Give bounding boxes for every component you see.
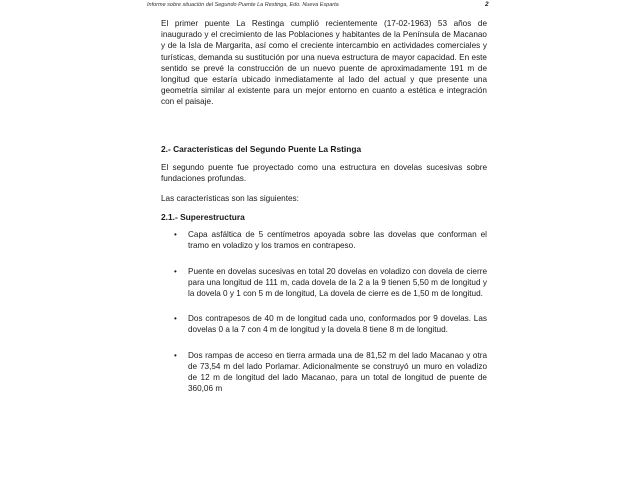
section-2-paragraph-1: El segundo puente fue proyectado como una estructura en dovelas sucesivas sobre fundaciones profundas. xyxy=(161,162,487,183)
list-item-text: Dos contrapesos de 40 m de longitud cada uno, conformados por 9 dovelas. Las dovelas 0 a la 7 con 4 m de longitud y la dovela 8 tiene 8 m de longitud. xyxy=(188,314,487,335)
list-item xyxy=(161,266,487,300)
list-item xyxy=(161,350,487,395)
list-item xyxy=(161,229,487,251)
list-item-text: Capa asfáltica de 5 centímetros apoyada sobre las dovelas que conforman el tramo en voladizo y los tramos en contrapeso. xyxy=(188,230,487,251)
page-number: 2 xyxy=(485,1,489,8)
intro-paragraph: El primer puente La Restinga cumplió recientemente (17-02-1963) 53 años de inaugurado y el crecimiento de las Poblaciones y habitantes de la Península de Macanao y de la Isla de Margarita, así como el creciente intercambio en actividades comerciales y turísticas, demanda su sustitución por una nueva estructura de mayor capacidad. En este sentido se prevé la construcción de un nuevo puente de aproximadamente 191 m de longitud que estaría ubicado inmediatamente al lado del actual y que presente una geometría similar al existente para un mejor entorno en cuanto a estética e integración con el paisaje. xyxy=(161,19,487,107)
bullet-icon: • xyxy=(174,314,177,324)
section-2-1-heading: 2.1.- Superestructura xyxy=(161,212,245,223)
superstructure-list xyxy=(161,229,487,394)
section-2-paragraph-2: Las características son las siguientes: xyxy=(161,194,299,204)
running-header: Informe sobre situación del Segundo Puente La Restinga, Edo. Nueva Esparta xyxy=(147,2,339,8)
bullet-icon: • xyxy=(174,230,177,240)
section-2-heading: 2.- Características del Segundo Puente La Rstinga xyxy=(161,143,362,154)
bullet-icon: • xyxy=(174,350,177,360)
list-item-text: Dos rampas de acceso en tierra armada una de 81,52 m del lado Macanao y otra de 73,54 m del lado Porlamar. Adicionalmente se construyó un muro en voladizo de 12 m de longitud del lado Macanao, para un total de longitud de puente de 360,06 m xyxy=(188,350,487,394)
document-body xyxy=(161,18,487,394)
list-item xyxy=(161,313,487,335)
list-item-text: Puente en dovelas sucesivas en total 20 dovelas en voladizo con dovela de cierre para una longitud de 111 m, cada dovela de la 2 a la 9 tienen 5,50 m de longitud y la dovela 0 y 1 con 5 m de longitud, La dovela de cierre es de 1,50 m de longitud. xyxy=(188,266,487,299)
bullet-icon: • xyxy=(174,266,177,276)
